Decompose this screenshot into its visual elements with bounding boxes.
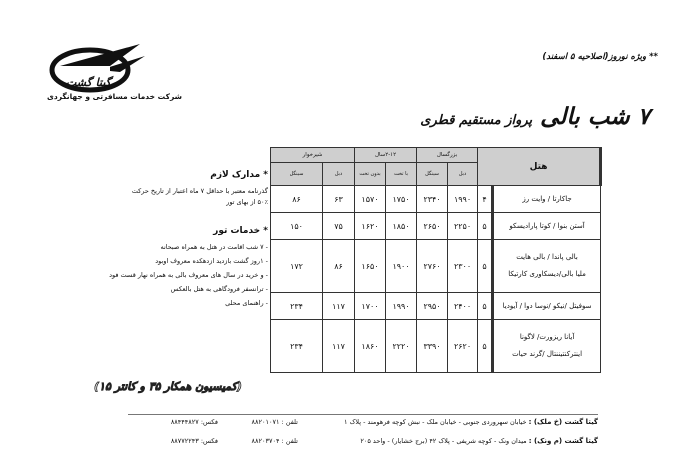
services-line: - و خرید در سال های معروف بالی به همراه نهار قست فود: [109, 271, 268, 279]
company-subtitle: شرکت خدمات مسافرتی و جهانگردی: [47, 92, 182, 101]
price-table: [270, 147, 602, 373]
header-child: ۲-۱۲سال: [355, 148, 417, 163]
price-infant-a: ۸۶: [323, 240, 355, 293]
footer-divider: [128, 414, 598, 415]
header-double: دبل: [448, 163, 478, 186]
branch-phone: تلفن : ۸۸۲۰۳۷۰۴: [251, 437, 298, 445]
price-infant-b: ۱۵۰: [271, 213, 323, 240]
price-child-bed: ۱۷۵۰: [386, 186, 417, 213]
price-adult-double: ۲۶۲۰: [448, 320, 478, 373]
branch-fax: فکس: ۸۸۷۷۲۲۴۳: [170, 437, 218, 445]
branch-fax: فکس: ۸۸۴۴۴۸۲۷: [170, 418, 218, 426]
documents-line: ۵۰٪ از بهای تور: [226, 198, 268, 206]
hotel-stars: ۵: [478, 240, 493, 293]
header-with-bed: با تخت: [386, 163, 417, 186]
price-child-bed: ۱۹۰۰: [386, 240, 417, 293]
price-adult-single: ۲۶۵۰: [417, 213, 448, 240]
services-heading: * خدمات تور: [213, 226, 268, 236]
documents-line: گذرنامه معتبر با حداقل ۷ ماه اعتبار از تاریخ حرکت: [131, 187, 268, 195]
hotel-stars: ۵: [478, 293, 493, 320]
company-name: گیتا گشت: [66, 76, 111, 89]
price-infant-b: ۲۳۴: [271, 293, 323, 320]
header-single-b: سینگل: [271, 163, 323, 186]
branch-phone: تلفن : ۸۸۲۰۱۰۷۱: [251, 418, 298, 426]
price-child-bed: ۱۹۹۰: [386, 293, 417, 320]
header-adult: بزرگسال: [417, 148, 478, 163]
price-adult-single: ۲۷۶۰: [417, 240, 448, 293]
price-infant-a: ۶۳: [323, 186, 355, 213]
services-line: - ترانسفر فرودگاهی به هتل بالعکس: [170, 285, 268, 293]
title-sub: پرواز مستقیم قطری: [420, 113, 533, 128]
hotel-name: بالی پاندا / بالی هایت ملیا بالی/دیسکاوری کارتیکا: [493, 240, 601, 293]
price-child-bed: ۲۲۲۰: [386, 320, 417, 373]
table-row: [271, 293, 601, 320]
hotel-name: جاکارتا / وایت رز: [493, 186, 601, 213]
price-infant-b: ۱۷۲: [271, 240, 323, 293]
header-without-bed: بدون تخت: [355, 163, 386, 186]
price-infant-a: ۱۱۷: [323, 320, 355, 373]
branch-address: گیتا گشت (م ونک) : میدان ونک - کوچه شریفی - پلاک ۴۲ (برج خشایار) - واحد ۲۰۵: [360, 437, 598, 445]
price-child-nobed: ۱۶۵۰: [355, 240, 386, 293]
page-title: [420, 104, 650, 130]
price-adult-single: ۲۳۴۰: [417, 186, 448, 213]
header-infant: شیرخوار: [271, 148, 355, 163]
services-line: - راهنمای محلی: [225, 299, 268, 307]
footer: [128, 418, 598, 456]
footer-branch-row: [128, 437, 598, 456]
price-adult-single: ۲۹۵۰: [417, 293, 448, 320]
price-adult-double: ۲۳۰۰: [448, 240, 478, 293]
price-child-nobed: ۱۷۰۰: [355, 293, 386, 320]
special-label: ** ویژه نوروز(اصلاحیه ۵ اسفند): [542, 52, 658, 62]
table-row: [271, 240, 601, 293]
price-infant-b: ۸۶: [271, 186, 323, 213]
commission-note: (کمیسیون همکار ۳۵ و کانتر ۱۵): [94, 380, 242, 393]
hotel-stars: ۵: [478, 320, 493, 373]
hotel-stars: ۵: [478, 213, 493, 240]
price-infant-a: ۷۵: [323, 213, 355, 240]
table-row: [271, 320, 601, 373]
table-row: [271, 213, 601, 240]
documents-section: [131, 170, 268, 208]
price-adult-double: ۲۴۰۰: [448, 293, 478, 320]
title-main: ۷ شب بالی: [540, 104, 650, 130]
table-row: [271, 186, 601, 213]
documents-heading: * مدارک لازم: [210, 170, 268, 180]
price-child-bed: ۱۸۵۰: [386, 213, 417, 240]
price-adult-double: ۱۹۹۰: [448, 186, 478, 213]
price-infant-a: ۱۱۷: [323, 293, 355, 320]
hotel-name: آستن بنوا / کوتا پارادیسکو: [493, 213, 601, 240]
price-adult-single: ۳۳۹۰: [417, 320, 448, 373]
header-single: سینگل: [417, 163, 448, 186]
price-adult-double: ۲۲۵۰: [448, 213, 478, 240]
price-child-nobed: ۱۵۷۰: [355, 186, 386, 213]
price-child-nobed: ۱۶۲۰: [355, 213, 386, 240]
hotel-name: آیانا ریزورت/ لاگونا اینترکنتیننتال /گرند حیات: [493, 320, 601, 373]
services-line: - ۷ شب اقامت در هتل به همراه صبحانه: [160, 243, 268, 251]
price-infant-b: ۲۳۴: [271, 320, 323, 373]
hotel-stars: ۴: [478, 186, 493, 213]
header-twin: دبل: [323, 163, 355, 186]
services-line: - ۱روز گشت بازدید ازدهکده معروف اوبود: [155, 257, 268, 265]
services-section: [109, 226, 268, 309]
price-child-nobed: ۱۸۶۰: [355, 320, 386, 373]
branch-address: گیتا گشت (خ ملک) : خیابان سهروردی جنوبی - خیابان ملک - نبش کوچه فرهومند - پلاک ۱: [344, 418, 598, 426]
header-hotel: هتل: [478, 148, 601, 186]
hotel-name: سوفیتل /نیکو /نوسا دوا / آیودیا: [493, 293, 601, 320]
footer-branch-row: [128, 418, 598, 437]
